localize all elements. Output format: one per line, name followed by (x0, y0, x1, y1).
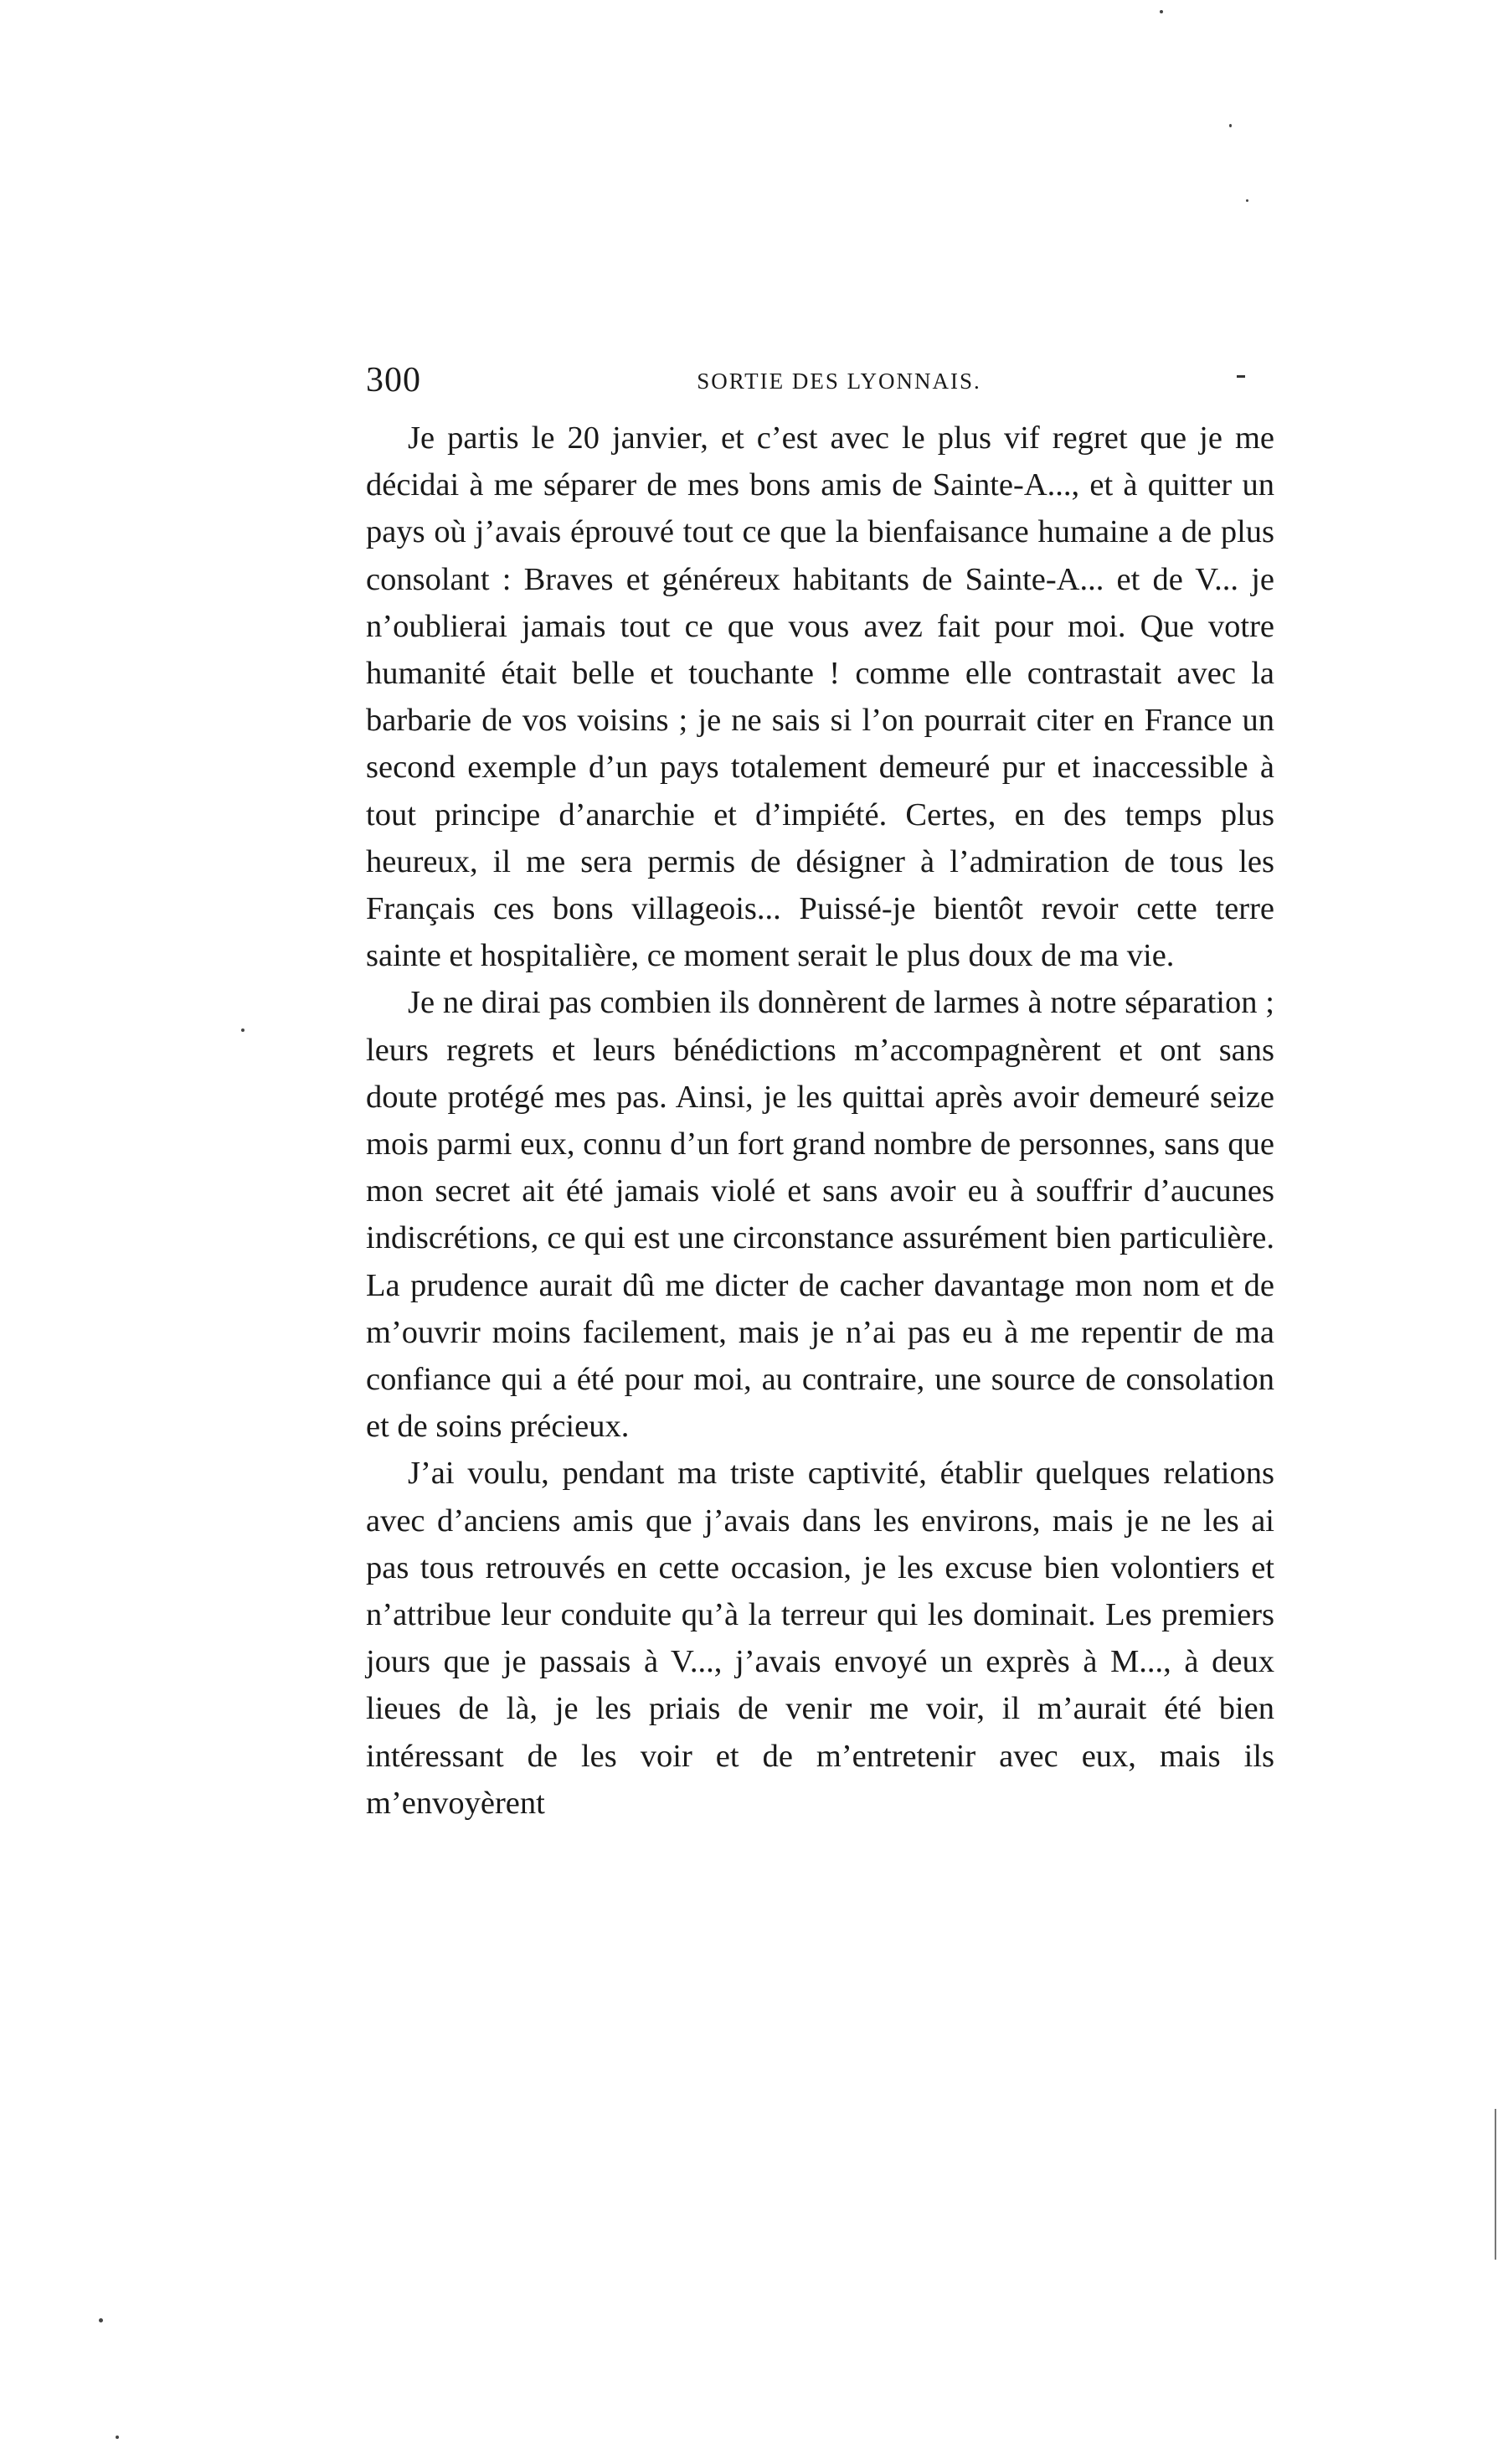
scan-speck (1246, 199, 1248, 202)
scan-speck (1229, 124, 1232, 127)
body-text (366, 415, 1274, 1827)
scan-edge (1495, 2109, 1496, 2260)
paragraph: Je ne dirai pas combien ils donnèrent de larmes à notre séparation ; leurs regrets et leurs bénédictions m’accompagnèrent et ont sans doute protégé mes pas. Ainsi, je les quittai après avoir demeuré seize mois parmi eux, connu d’un fort grand nombre de personnes, sans que mon secret ait été jamais violé et sans avoir eu à souffrir d’aucunes indiscrétions, ce qui est une circonstance assurément bien particulière. La prudence aurait dû me dicter de cacher davantage mon nom et de m’ouvrir moins facilement, mais je n’ai pas eu à me repentir de ma confiance qui a été pour moi, au contraire, une source de consolation et de soins précieux. (366, 985, 1274, 1445)
scan-speck (1160, 10, 1163, 13)
scan-speck (116, 2436, 119, 2439)
scan-speck (241, 1028, 244, 1032)
running-title: SORTIE DES LYONNAIS. (697, 369, 981, 394)
paragraph: J’ai voulu, pendant ma triste captivité, établir quelques relations avec d’anciens amis que j’avais dans les environs, mais je ne les ai pas tous retrouvés en cette occasion, je les excuse bien volontiers et n’attribue leur conduite qu’à la terreur qui les dominait. Les premiers jours que je passais à V..., j’avais envoyé un exprès à M..., à deux lieues de là, je les priais de venir me voir, il m’aurait été bien intéressant de les voir et de m’entretenir avec eux, mais ils m’envoyèrent (366, 1456, 1274, 1821)
scan-speck (99, 2318, 103, 2322)
paragraph: Je partis le 20 janvier, et c’est avec le plus vif regret que je me décidai à me séparer de mes bons amis de Sainte-A..., et à quitter un pays où j’avais éprouvé tout ce que la bienfaisance humaine a de plus consolant : Braves et généreux habitants de Sainte-A... et de V... je n’oublierai jamais tout ce que vous avez fait pour moi. Que votre humanité était belle et touchante ! comme elle contrastait avec la barbarie de vos voisins ; je ne sais si l’on pourrait citer en France un second exemple d’un pays totalement demeuré pur et inaccessible à tout principe d’anarchie et d’impiété. Certes, en des temps plus heureux, il me sera permis de désigner à l’admiration de tous les Français ces bons villageois... Puissé-je bientôt revoir cette terre sainte et hospitalière, ce moment serait le plus doux de ma vie. (366, 420, 1274, 974)
page-header (366, 355, 1279, 405)
header-mark (1237, 375, 1245, 378)
page-number: 300 (366, 361, 421, 399)
